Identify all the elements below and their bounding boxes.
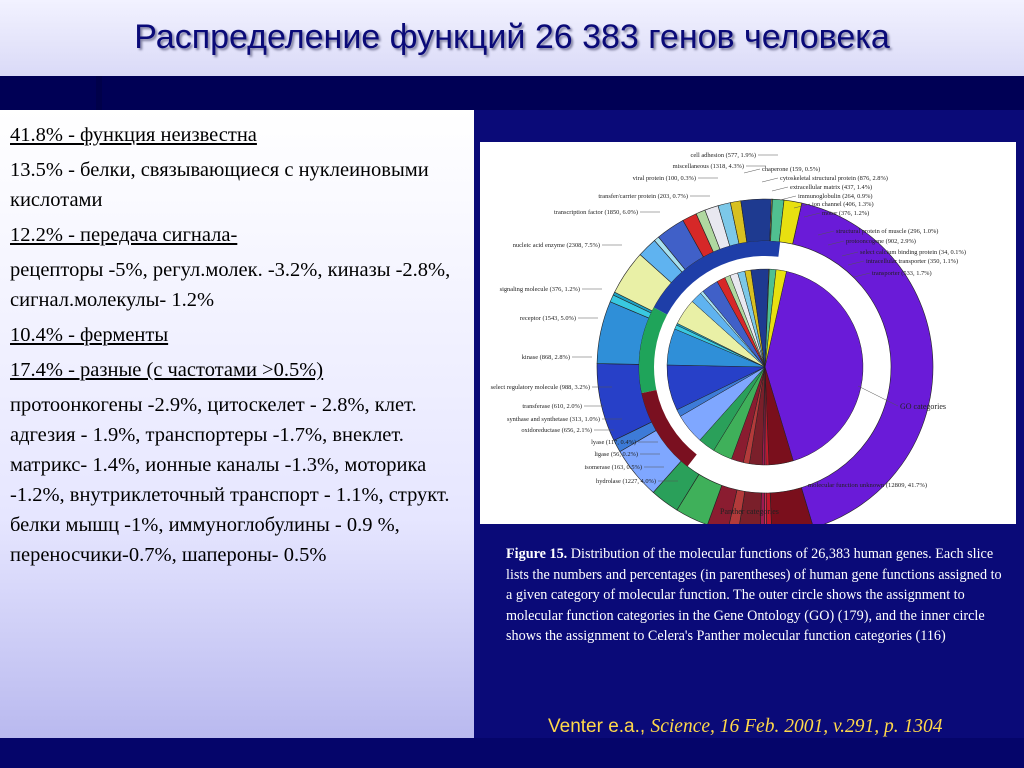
pie-figure	[480, 142, 1016, 524]
summary-line	[10, 320, 464, 350]
slide-title: Распределение функций 26 383 генов человека	[134, 18, 890, 56]
summary-line	[10, 155, 464, 215]
summary-line-text: 17.4% - разные (с частотами >0.5%)	[10, 359, 324, 381]
pie-label: extracellular matrix (437, 1.4%)	[790, 184, 873, 191]
pie-label: ligase (56, 0.2%)	[594, 451, 638, 458]
summary-line-text: 12.2% - передача сигнала-	[10, 224, 238, 246]
pie-label: cell adhesion (577, 1.9%)	[690, 152, 756, 159]
reference	[548, 716, 943, 738]
reference-citation: Science, 16 Feb. 2001, v.291, p. 1304	[650, 716, 943, 737]
pie-leader-line	[772, 187, 788, 191]
decorative-stripe	[0, 76, 1024, 110]
pie-label: transferase (610, 2.0%)	[522, 403, 582, 410]
summary-line	[10, 120, 464, 150]
pie-label: ion channel (406, 1.3%)	[812, 201, 874, 208]
summary-line-text: рецепторы -5%, регул.молек. -3.2%, киназы -2.8%, сигнал.молекулы- 1.2%	[10, 259, 451, 311]
decorative-stripe	[0, 738, 1024, 768]
pie-leader-line	[780, 196, 796, 200]
summary-line-text: 13.5% - белки, связывающиеся с нуклеиновыми кислотами	[10, 159, 429, 211]
pie-label: synthase and synthetase (313, 1.0%)	[507, 416, 600, 423]
summary-line	[10, 255, 464, 315]
summary-line-text: протоонкогены -2.9%, цитоскелет - 2.8%, клет. адгезия - 1.9%, транспортеры -1.7%, внеклет. матрикс- 1.4%, ионные каналы -1.3%, моторика -1.2%, внутриклеточный транспорт - 1.1%, структ. белки мышц -1%, иммуноглобулины - 0.9 %, переносчики-0.7%, шапероны- 0.5%	[10, 394, 450, 566]
pie-label: protooncogene (902, 2.9%)	[846, 238, 916, 245]
pie-label: transcription factor (1850, 6.0%)	[554, 209, 638, 216]
pie-label: intracellular transporter (350, 1.1%)	[866, 258, 959, 265]
pie-label: structural protein of muscle (296, 1.0%)	[836, 228, 939, 235]
pie-label: lyase (117, 0.4%)	[591, 439, 636, 446]
pie-label: cytoskeletal structural protein (876, 2.8%)	[780, 175, 888, 182]
summary-line	[10, 355, 464, 385]
pie-label: molecular function unknown (12809, 41.7%)	[808, 482, 928, 489]
pie-label: signaling molecule (376, 1.2%)	[499, 286, 580, 293]
pie-label: hydrolase (1227, 4.0%)	[596, 478, 656, 485]
pie-label: oxidoreductase (656, 2.1%)	[521, 427, 592, 434]
pie-label: transporter (533, 1.7%)	[872, 270, 932, 277]
pie-leader-line	[762, 178, 778, 182]
caption-text: Distribution of the molecular functions of 26,383 human genes. Each slice lists the numbers and percentages (in parentheses) of human gene functions assigned to a given category of molecular function. The outer circle shows the assignment to molecular function categories in the Gene Ontology (GO) (179), and the inner circle shows the assignment to Celera's Panther molecular function categories (116)	[506, 546, 1002, 645]
pie-label: miscellaneous (1318, 4.3%)	[672, 163, 744, 170]
pie-label: transfer/carrier protein (203, 0.7%)	[598, 193, 688, 200]
pie-chart	[480, 142, 1016, 524]
pie-label: nucleic acid enzyme (2308, 7.5%)	[512, 242, 600, 249]
summary-line	[10, 220, 464, 250]
reference-authors: Venter e.a.,	[548, 716, 651, 737]
pie-label: Panther categories	[720, 507, 779, 516]
pie-label: isomerase (163, 0.5%)	[584, 464, 642, 471]
pie-label: select regulatory molecule (988, 3.2%)	[490, 384, 590, 391]
pie-label: viral protein (100, 0.3%)	[632, 175, 696, 182]
summary-line	[10, 390, 464, 570]
pie-label: receptor (1543, 5.0%)	[519, 315, 576, 322]
pie-label: select calcium binding protein (34, 0.1%)	[860, 249, 966, 256]
summary-panel	[0, 110, 474, 738]
pie-label: GO categories	[900, 402, 946, 411]
pie-label: immunoglobulin (264, 0.9%)	[798, 193, 873, 200]
figure-caption	[506, 544, 1006, 647]
summary-line-text: 10.4% - ферменты	[10, 324, 169, 346]
pie-leader-line	[744, 169, 760, 173]
caption-lead: Figure 15.	[506, 546, 568, 562]
pie-label: motor (376, 1.2%)	[822, 210, 870, 217]
summary-line-text: 41.8% - функция неизвестна	[10, 124, 257, 146]
pie-label: kinase (868, 2.8%)	[521, 354, 570, 361]
pie-label: chaperone (159, 0.5%)	[762, 166, 821, 173]
